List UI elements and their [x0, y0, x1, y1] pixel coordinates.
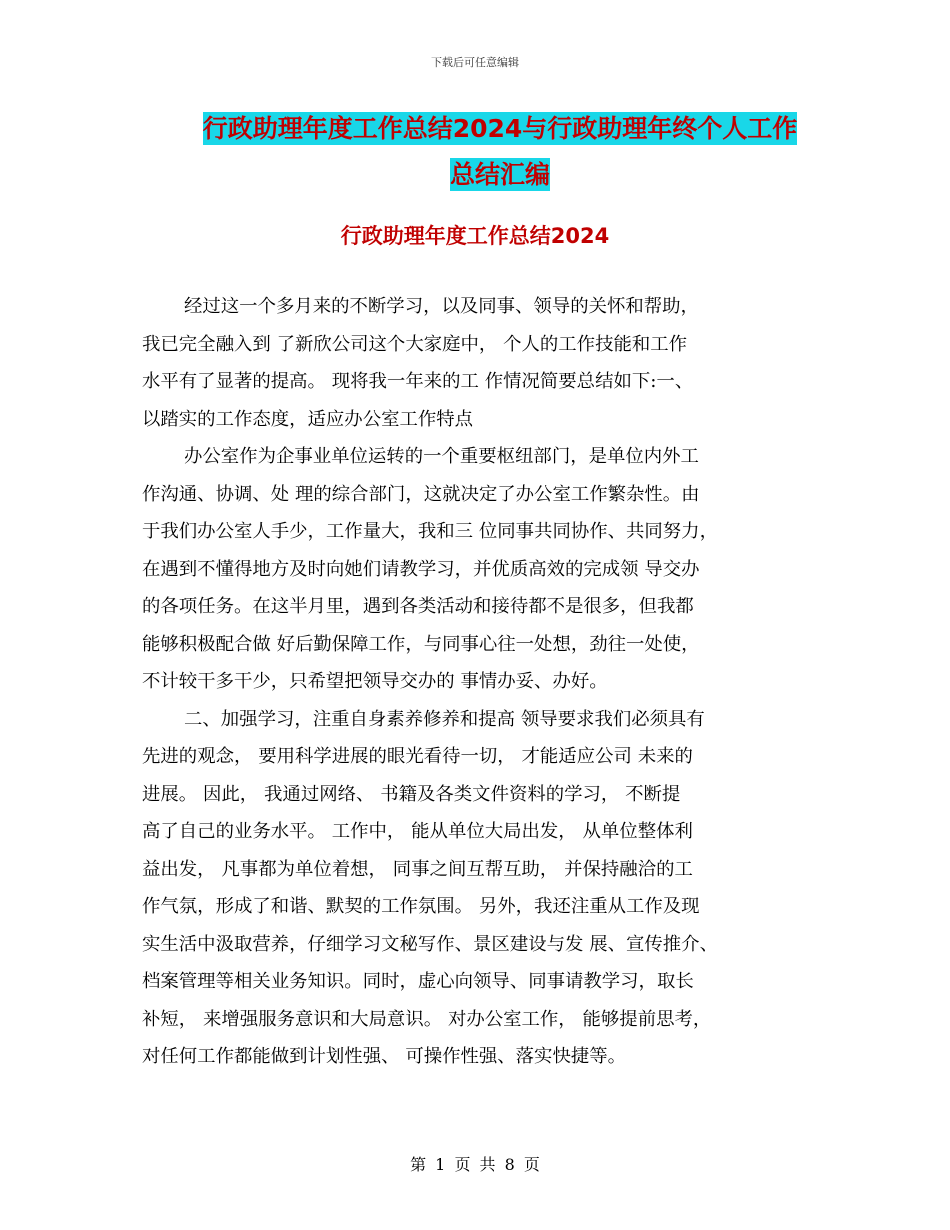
- paragraph-line: 能够积极配合做 好后勤保障工作，与同事心往一处想，劲往一处使，: [142, 633, 700, 655]
- paragraph-line: 经过这一个多月来的不断学习，以及同事、领导的关怀和帮助，: [184, 296, 699, 317]
- paragraph-line: 不计较干多干少，只希望把领导交办的 事情办妥、办好。: [142, 671, 608, 692]
- paragraph-line: 水平有了显著的提高。 现将我一年来的工 作情况简要总结如下:一、: [142, 371, 694, 392]
- paragraph-line: 实生活中汲取营养，仔细学习文秘写作、景区建设与发 展、宣传推介、: [142, 933, 718, 955]
- paragraph-line: 档案管理等相关业务知识。同时，虚心向领导、同事请教学习，取长: [142, 971, 694, 992]
- page-footer: 第 1 页 共 8 页: [410, 1155, 540, 1174]
- paragraph-line: 对任何工作都能做到计划性强、 可操作性强、落实快捷等。: [142, 1046, 627, 1067]
- paragraph-line: 在遇到不懂得地方及时向她们请教学习，并优质高效的完成领 导交办: [142, 558, 700, 580]
- paragraph-line: 先进的观念， 要用科学进展的眼光看待一切， 才能适应公司 未来的: [142, 746, 693, 767]
- document-title: [150, 106, 850, 198]
- paragraph-line: 进展。 因此， 我通过网络、 书籍及各类文件资料的学习， 不断提: [142, 783, 681, 805]
- section-title: 行政助理年度工作总结2024: [340, 224, 610, 248]
- paragraph-line: 作沟通、协调、处 理的综合部门，这就决定了办公室工作繁杂性。由: [142, 483, 700, 505]
- header-note: 下载后可任意编辑: [431, 56, 519, 69]
- document-title-line-2: 总结汇编: [449, 160, 550, 189]
- paragraph-line: 补短， 来增强服务意识和大局意识。 对办公室工作， 能够提前思考，: [142, 1008, 712, 1030]
- paragraph-line: 办公室作为企事业单位运转的一个重要枢纽部门，是单位内外工: [184, 446, 699, 467]
- body-text: [142, 288, 822, 1076]
- paragraph-line: 益出发， 凡事都为单位着想， 同事之间互帮互助， 并保持融洽的工: [142, 858, 693, 880]
- paragraph-line: 二、加强学习，注重自身素养修养和提高 领导要求我们必须具有: [184, 708, 705, 730]
- document-title-line-1: 行政助理年度工作总结2024与行政助理年终个人工作: [202, 114, 798, 143]
- paragraph-line: 高了自己的业务水平。 工作中， 能从单位大局出发， 从单位整体利: [142, 821, 693, 842]
- paragraph-line: 我已完全融入到 了新欣公司这个大家庭中， 个人的工作技能和工作: [142, 333, 688, 355]
- paragraph-line: 作气氛，形成了和谐、默契的工作氛围。 另外，我还注重从工作及现: [142, 896, 700, 917]
- paragraph-line: 的各项任务。在这半月里，遇到各类活动和接待都不是很多，但我都: [142, 596, 694, 617]
- paragraph-line: 于我们办公室人手少，工作量大，我和三 位同事共同协作、共同努力，: [142, 521, 718, 542]
- paragraph-line: 以踏实的工作态度，适应办公室工作特点: [142, 408, 474, 430]
